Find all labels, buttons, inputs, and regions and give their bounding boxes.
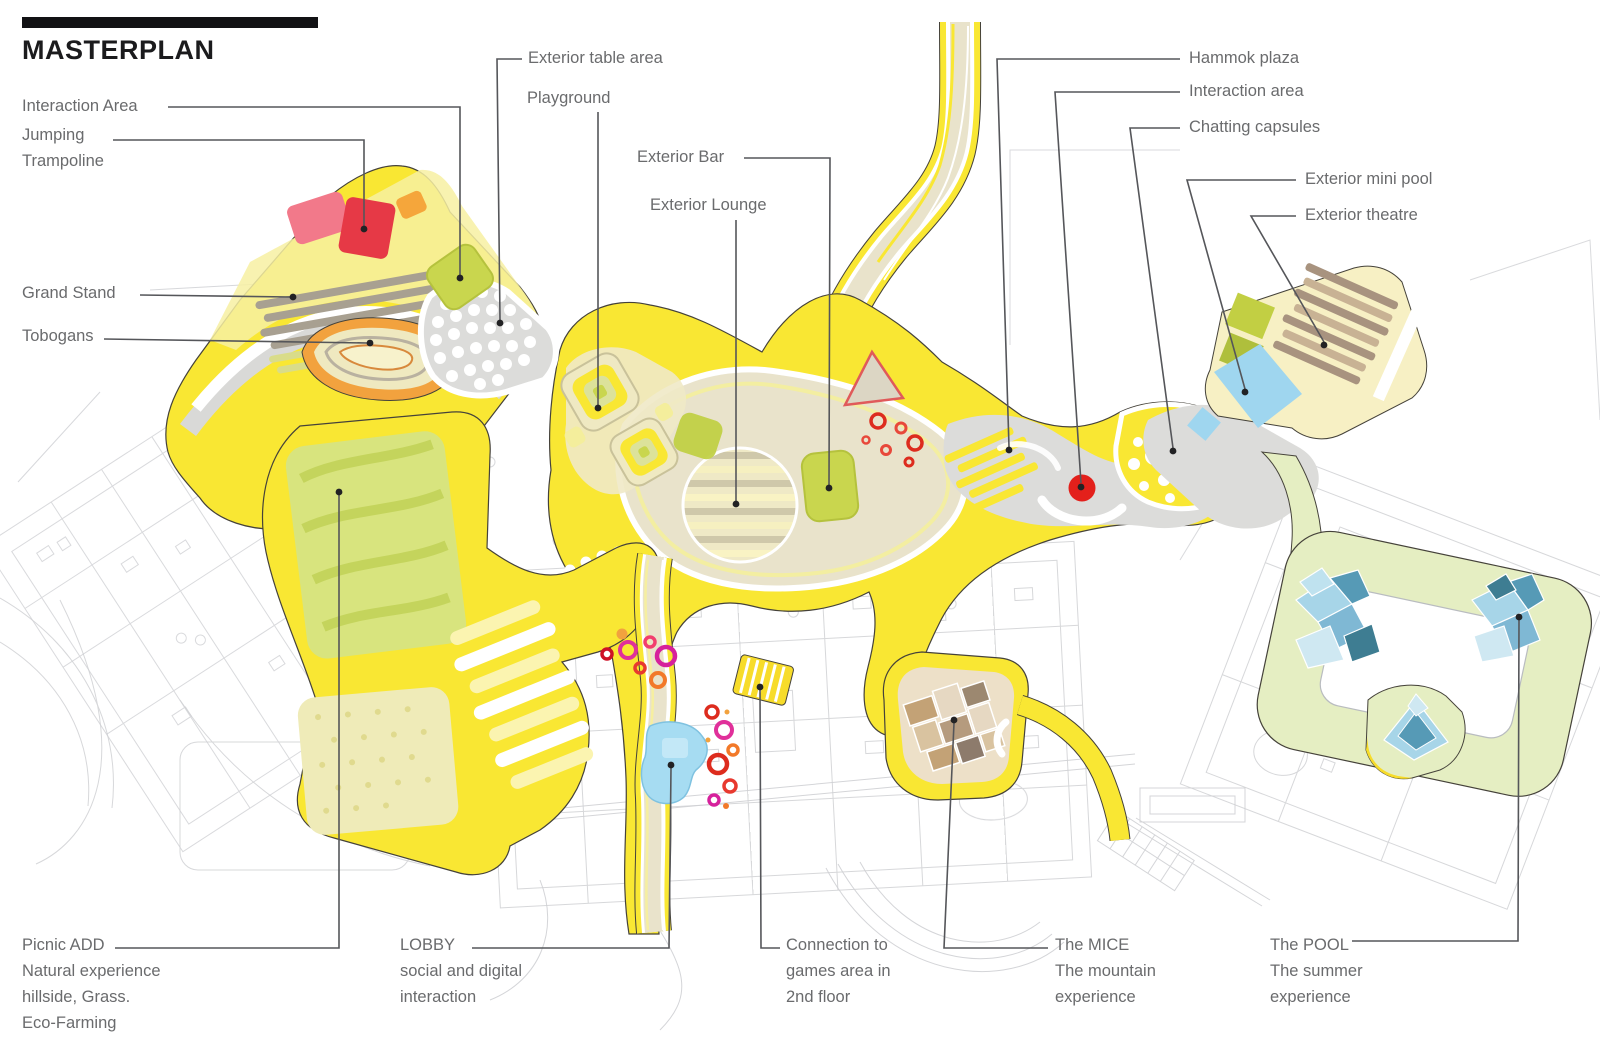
label-picnic — [22, 932, 161, 1036]
label-exterior-theatre: Exterior theatre — [1305, 206, 1418, 224]
label-line: The POOL — [1270, 936, 1349, 954]
pool-loop — [1249, 452, 1600, 805]
exterior-lounge-deck — [680, 448, 800, 562]
label-line: LOBBY — [400, 936, 456, 954]
leader-connection — [760, 690, 780, 948]
map-target-exterior-lounge — [733, 501, 740, 508]
label-line: games area in — [786, 962, 891, 980]
label-line: Natural experience — [22, 962, 161, 980]
label-tobogans: Tobogans — [22, 327, 94, 345]
label-interaction-area-left: Interaction Area — [22, 97, 138, 115]
label-playground: Playground — [527, 89, 611, 107]
label-line: Picnic ADD — [22, 936, 105, 954]
label-interaction-area-right: Interaction area — [1189, 82, 1304, 100]
lobby-pool — [641, 722, 707, 804]
map-target-interaction-area-right — [1078, 484, 1085, 491]
map-target-picnic — [336, 489, 343, 496]
label-line: The summer — [1270, 962, 1363, 980]
map-target-grand-stand — [290, 294, 297, 301]
map-target-playground — [595, 405, 602, 412]
map-target-exterior-bar — [826, 485, 833, 492]
label-hammok-plaza: Hammok plaza — [1189, 49, 1300, 67]
label-pool — [1270, 932, 1363, 1010]
map-target-hammok-plaza — [1006, 447, 1013, 454]
leader-chatting-capsules — [1130, 128, 1180, 448]
label-jumping-trampoline — [22, 122, 104, 174]
label-connection — [786, 932, 891, 1010]
label-line: Jumping — [22, 126, 85, 144]
label-line: The MICE — [1055, 936, 1130, 954]
map-target-exterior-table-area — [497, 320, 504, 327]
label-chatting-capsules: Chatting capsules — [1189, 118, 1321, 136]
label-mice — [1055, 932, 1156, 1010]
map-target-pool — [1516, 614, 1523, 621]
map-target-exterior-theatre — [1321, 342, 1328, 349]
label-line: The mountain — [1055, 962, 1156, 980]
map-target-tobogans — [367, 340, 374, 347]
label-line: social and digital — [400, 962, 522, 980]
label-line: hillside, Grass. — [22, 988, 131, 1006]
leader-hammok-plaza — [997, 59, 1180, 447]
page-title: MASTERPLAN — [22, 35, 215, 65]
label-line: Eco-Farming — [22, 1014, 117, 1032]
masthead — [22, 17, 318, 66]
map-target-connection — [757, 684, 764, 691]
label-line: interaction — [400, 988, 477, 1006]
label-line: experience — [1055, 988, 1136, 1006]
label-exterior-lounge: Exterior Lounge — [650, 196, 767, 214]
map-target-interaction-area-left — [457, 275, 464, 282]
label-exterior-table-area: Exterior table area — [528, 49, 663, 67]
games-connection-strip — [732, 654, 794, 706]
map-target-lobby — [668, 762, 675, 769]
label-line: experience — [1270, 988, 1351, 1006]
map-target-exterior-mini-pool — [1242, 389, 1249, 396]
label-line: 2nd floor — [786, 988, 851, 1006]
map-target-jumping-trampoline — [361, 226, 368, 233]
label-line: Connection to — [786, 936, 888, 954]
map-target-chatting-capsules — [1170, 448, 1177, 455]
title-bar — [22, 17, 318, 28]
map-target-mice — [951, 717, 958, 724]
label-grand-stand: Grand Stand — [22, 284, 116, 302]
label-exterior-bar: Exterior Bar — [637, 148, 725, 166]
label-line: Trampoline — [22, 152, 104, 170]
label-lobby — [400, 932, 522, 1010]
label-exterior-mini-pool: Exterior mini pool — [1305, 170, 1433, 188]
